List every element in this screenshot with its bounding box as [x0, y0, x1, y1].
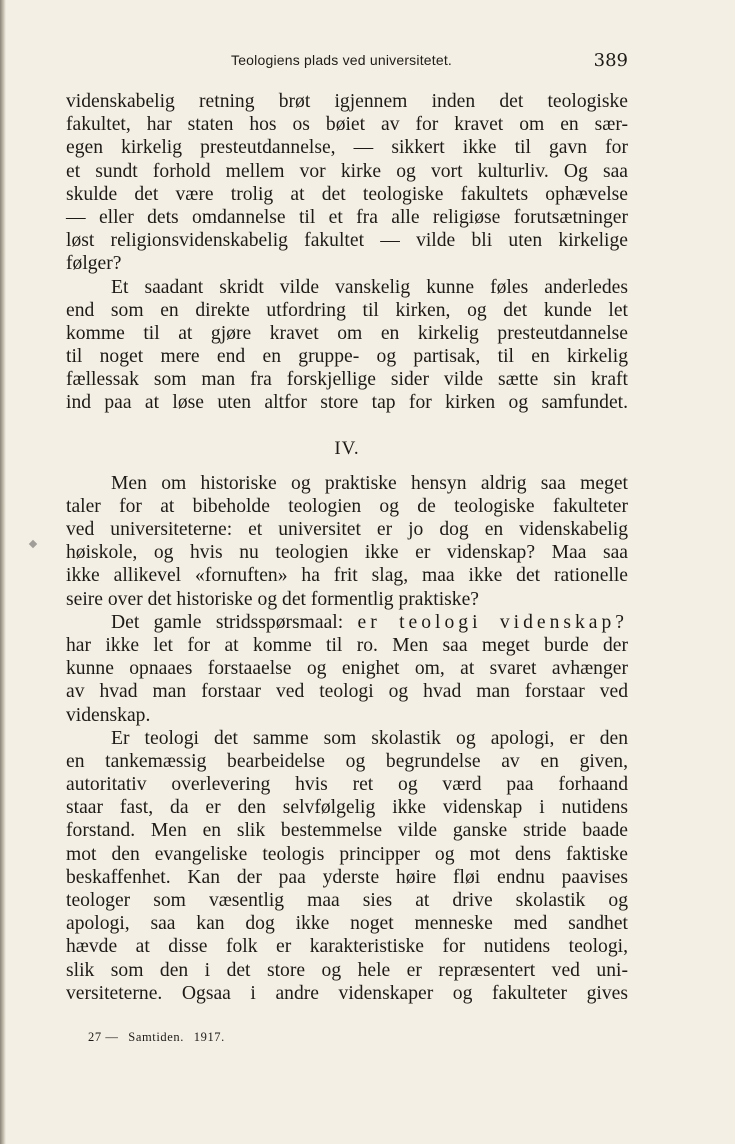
paragraph-2 — [66, 276, 628, 415]
paragraph-1 — [66, 90, 628, 276]
text-segment: Det gamle stridsspørsmaal: — [111, 611, 344, 633]
text-line: mot den evangeliske teologis principper og mot dens faktiske — [66, 843, 628, 865]
text-line: — eller dets omdannelse til et fra alle religiøse forutsætninger — [66, 206, 628, 228]
text-line: et sundt forhold mellem vor kirke og vort kulturliv. Og saa — [66, 160, 628, 182]
text-line: Et saadant skridt vilde vanskelig kunne føles anderledes — [111, 276, 628, 298]
text-line: ikke allikevel «fornuften» ha frit slag, maa ikke det rationelle — [66, 565, 628, 587]
text-line: ved universiteterne: et universitet er jo dog en videnskabelig — [66, 519, 628, 540]
text-line: ind paa at løse uten altfor store tap for kirken og samfundet. — [66, 392, 628, 414]
text-line: autoritativ overlevering hvis ret og værd paa forhaand — [66, 774, 628, 796]
running-head: Teologiens plads ved universitetet. — [231, 52, 453, 68]
text-line: slik som den i det store og hele er repræsentert ved uni- — [66, 959, 628, 981]
text-line: Men om historiske og praktiske hensyn aldrig saa meget — [111, 472, 628, 494]
text-line: har ikke let for at komme til ro. Men saa meget burde der — [66, 634, 628, 656]
binding-edge — [0, 0, 6, 1144]
paragraph-4 — [66, 611, 628, 727]
text-line: teologer som væsentlig maa sies at drive skolastik og — [66, 890, 628, 911]
text-line: fællessak som man fra forskjellige sider vilde sætte sin kraft — [66, 369, 628, 391]
text-line: beskaffenhet. Kan der paa yderste høire fløi endnu paavises — [66, 866, 628, 888]
text-line: høiskole, og hvis nu teologien ikke er videnskap? Maa saa — [66, 542, 628, 564]
text-line: seire over det historiske og det formentlig praktiske? — [66, 588, 479, 610]
emphasized-question: er teologi videnskap? — [357, 611, 628, 633]
text-line: end som en direkte utfordring til kirken, og det kunde let — [66, 299, 628, 321]
text-line: følger? — [66, 253, 122, 275]
text-line-mixed — [66, 611, 628, 634]
text-line: av hvad man forstaar ved teologi og hvad man forstaar ved — [66, 681, 628, 703]
body-text — [66, 90, 628, 1005]
text-line: versiteterne. Ogsaa i andre videnskaper og fakulteter gives — [66, 982, 628, 1004]
section-heading: IV. — [334, 437, 360, 459]
text-line: forstand. Men en slik bestemmelse vilde ganske stride baade — [66, 820, 628, 842]
page-footer — [88, 1030, 231, 1045]
page-header — [66, 50, 628, 72]
journal-name: Samtiden. — [128, 1030, 185, 1044]
text-line: skulde det være trolig at det teologiske fakultets ophævelse — [66, 183, 628, 205]
page-number: 389 — [593, 50, 628, 71]
text-line: hævde at disse folk er karakteristiske for nutidens teologi, — [66, 936, 628, 958]
text-line: videnskabelig retning brøt igjennem inden det teologiske — [66, 91, 628, 112]
text-line: videnskap. — [66, 704, 151, 726]
text-line: fakultet, har staten hos os bøiet av for kravet om en sær- — [66, 114, 628, 136]
paragraph-5 — [66, 727, 628, 1005]
text-line: egen kirkelig presteutdannelse, — sikkert ikke til gavn for — [66, 137, 628, 159]
text-line: apologi, saa kan dog ikke noget menneske med sandhet — [66, 913, 628, 935]
text-line: komme til at gjøre kravet om en kirkelig presteutdannelse — [66, 322, 628, 344]
text-line: løst religionsvidenskabelig fakultet — vilde bli uten kirkelige — [66, 230, 628, 252]
paragraph-3 — [66, 472, 628, 611]
marginal-mark — [29, 540, 37, 548]
text-line: til noget mere end en gruppe- og partisak, til en kirkelig — [66, 346, 628, 368]
text-line: kunne opnaaes forstaaelse og enighet om, at svaret avhænger — [66, 658, 628, 680]
journal-year: 1917. — [193, 1030, 225, 1044]
text-line: taler for at bibeholde teologien og de teologiske fakulteter — [66, 495, 628, 517]
text-line: staar fast, da er den selvfølgelig ikke videnskap i nutidens — [66, 797, 628, 819]
text-line: en tankemæssig bearbeidelse og begrundelse av en given, — [66, 750, 628, 772]
signature-mark: 27 — — [88, 1030, 119, 1044]
text-line: Er teologi det samme som skolastik og apologi, er den — [111, 727, 628, 749]
